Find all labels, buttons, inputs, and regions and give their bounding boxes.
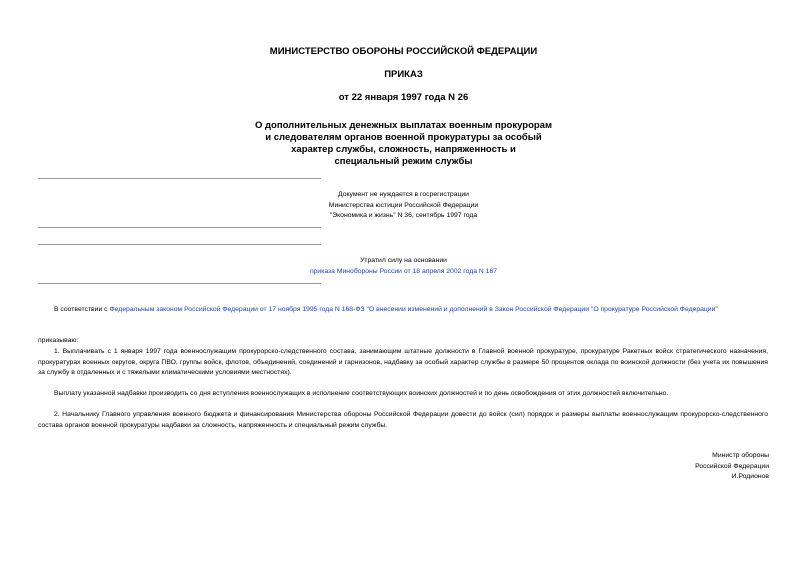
validity-line: Утратил силу на основании xyxy=(360,257,447,264)
title-line: специальный режим службы xyxy=(334,156,473,167)
title-line: характер службы, сложность, напряженность и xyxy=(291,144,516,155)
title-line: О дополнительных денежных выплатах военным прокурорам xyxy=(255,120,552,131)
paragraph-2: 2. Начальнику Главного управления военного бюджета и финансирования Министерства обороны Российской Федерации довести до войск (сил) порядок и размеры выплаты военнослужащим прокурорско-следственного состава органов военной прокуратуры надбавки за сложность, напряженность и специальный режим службы. xyxy=(38,411,768,429)
signature-line: И.Родионов xyxy=(731,473,769,481)
registration-note xyxy=(0,190,807,222)
document-type: ПРИКАЗ xyxy=(384,69,423,80)
federal-law-link[interactable]: Федеральным законом Российской Федерации от 17 ноября 1995 года N 168-ФЗ "О внесении изменений и дополнений в Закон Российской Федерации "О прокуратуре Российской Федерации" xyxy=(109,306,718,313)
repeal-order-link[interactable]: приказа Минобороны России от 18 апреля 2002 года N 167 xyxy=(309,267,498,275)
registration-line: "Экономика и жизнь" N 36, сентябрь 1997 года xyxy=(329,212,478,219)
ministry-heading: МИНИСТЕРСТВО ОБОРОНЫ РОССИЙСКОЙ ФЕДЕРАЦИИ xyxy=(269,46,538,57)
divider xyxy=(38,178,321,179)
registration-line: Документ не нуждается в госрегистрации xyxy=(338,191,469,198)
document-date-number: от 22 января 1997 года N 26 xyxy=(338,92,469,103)
divider xyxy=(38,283,321,284)
title-line: и следователям органов военной прокуратуры за особый xyxy=(265,132,542,143)
signature-line: Министр обороны xyxy=(712,452,769,459)
divider xyxy=(38,244,321,245)
document-title xyxy=(0,120,807,168)
registration-line: Министерства юстиции Российской Федерации xyxy=(328,201,479,209)
signature-line: Российской Федерации xyxy=(695,462,769,470)
validity-note xyxy=(0,256,807,277)
signature-block xyxy=(569,451,769,483)
order-word: приказываю: xyxy=(38,337,79,344)
preamble xyxy=(38,305,778,316)
divider xyxy=(38,227,321,228)
paragraph-payment: Выплату указанной надбавки производить со дня вступления военнослужащих в исполнение соответствующих воинских должностей и по день освобождения от этих должностей включительно. xyxy=(54,390,669,397)
preamble-prefix: В соответствии с xyxy=(54,306,110,313)
paragraph-1: 1. Выплачивать с 1 января 1997 года военнослужащим прокурорско-следственного состава, занимающим штатные должности в Главной военной прокуратуре, прокуратуре Ракетных войск стратегического назначения, прокуратурах военных округов, округа ПВО, группы войск, флотов, объединений, соединений и гарнизонов, надбавку за особый характер службы в размере 50 процентов оклада по воинской должности (без учета их повышения за службу в отдаленных и с тяжелыми климатическими условиями местностях). xyxy=(38,348,768,377)
